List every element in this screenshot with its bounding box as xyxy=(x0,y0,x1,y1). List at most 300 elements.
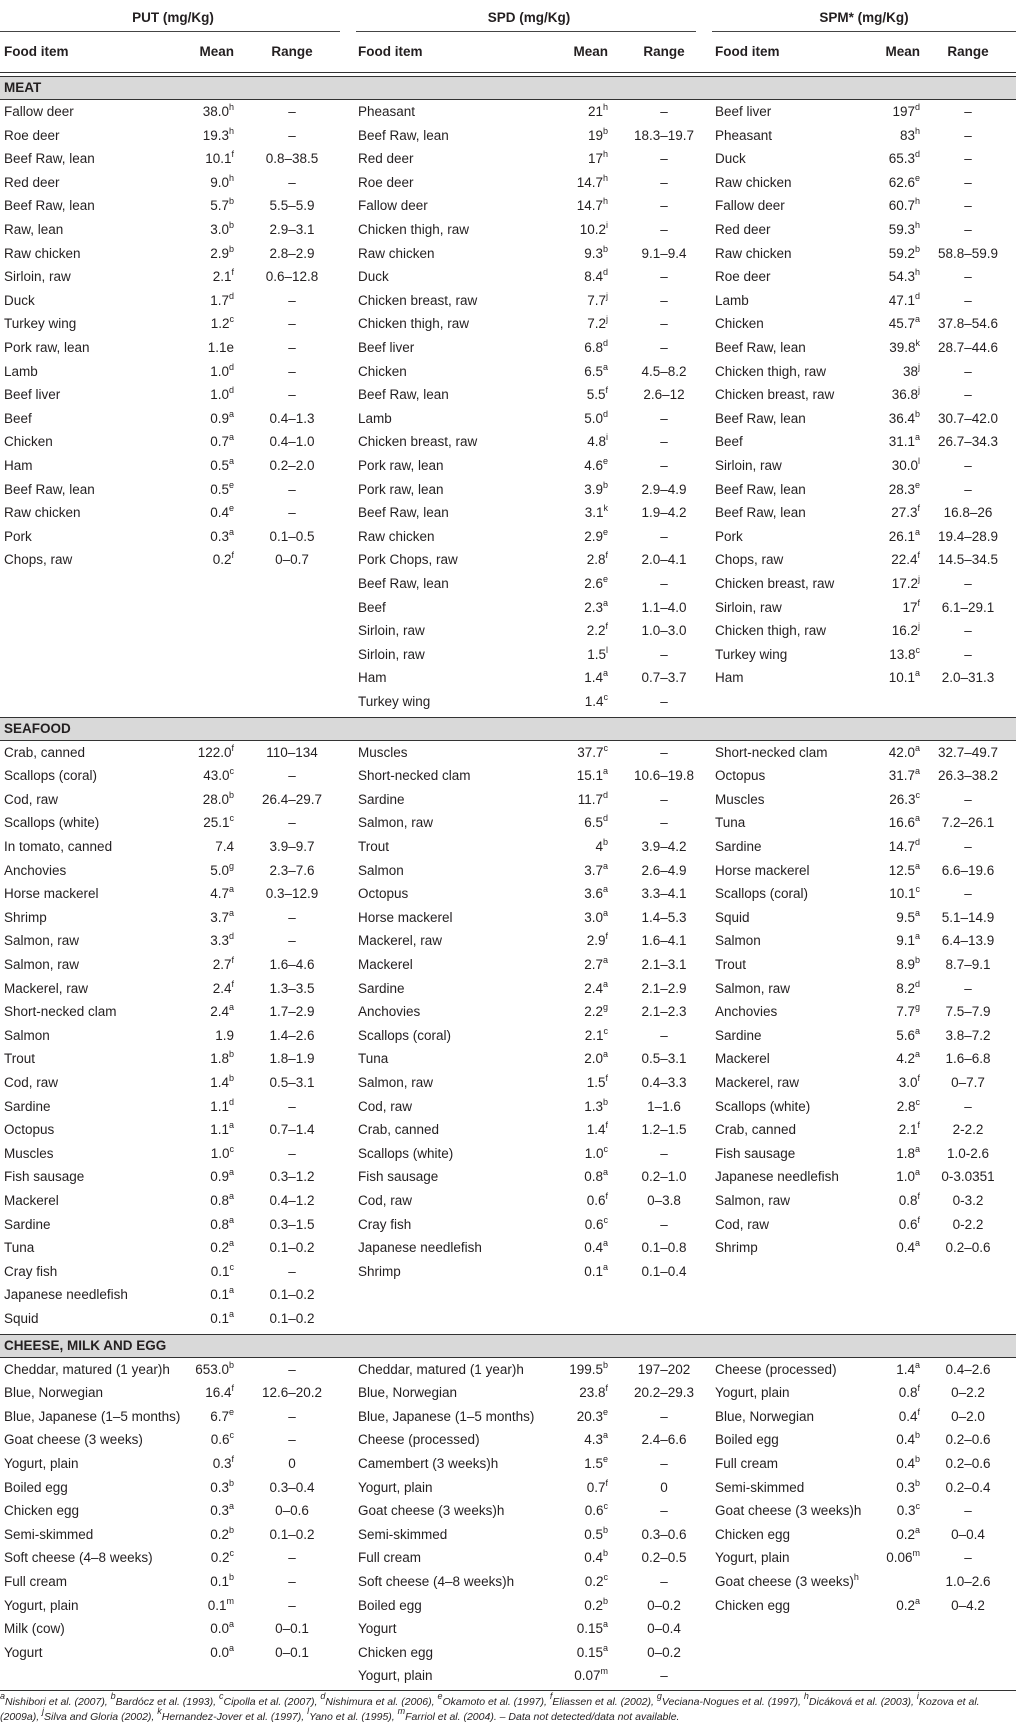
superscript-ref: a xyxy=(914,742,920,753)
spd-mean-value xyxy=(528,242,608,266)
put-mean-value xyxy=(170,906,234,930)
spd-range-value: – xyxy=(660,1574,668,1589)
superscript-ref: e xyxy=(602,456,608,466)
superscript-ref: a xyxy=(914,668,920,679)
spm-food-item: Yogurt, plain xyxy=(715,1550,790,1566)
mean-number: 1.0 xyxy=(896,1169,915,1185)
spm-range-value: – xyxy=(964,151,972,167)
spm-mean-value xyxy=(852,147,920,171)
mean-number: 0.9 xyxy=(210,1169,229,1185)
spm-col-range-header: Range xyxy=(947,44,989,59)
put-mean-value xyxy=(170,1570,234,1594)
superscript-ref: d xyxy=(228,361,234,372)
superscript-ref: f xyxy=(917,1120,920,1131)
superscript-ref: a xyxy=(228,1191,234,1201)
footnote-reference: – Data not detected/data not available. xyxy=(499,1711,680,1723)
mean-number: 13.8 xyxy=(889,646,916,662)
spm-mean-value xyxy=(852,383,920,407)
mean-number: 2.0 xyxy=(584,1051,603,1067)
spm-range-value: 30.7–42.0 xyxy=(937,410,999,426)
spd-range-value: 2.6–4.9 xyxy=(641,862,687,878)
spm-range-value: 16.8–26 xyxy=(943,505,993,521)
superscript-ref: a xyxy=(914,1524,920,1535)
superscript-ref: c xyxy=(603,1143,608,1154)
put-food-item: Salmon xyxy=(4,1027,50,1043)
spm-mean-value xyxy=(852,596,920,620)
put-food-item: Turkey wing xyxy=(4,316,77,332)
put-mean-value xyxy=(170,336,234,360)
superscript-ref: f xyxy=(605,1477,608,1488)
spd-range-value: 3.9–4.2 xyxy=(641,839,687,854)
put-range-value: 2.9–3.1 xyxy=(269,222,315,237)
mean-number: 4.2 xyxy=(896,1051,915,1067)
table-row xyxy=(0,1499,1016,1523)
superscript-ref: b xyxy=(914,1454,920,1464)
put-col-range-header: Range xyxy=(271,44,313,59)
superscript-ref: a xyxy=(914,1359,920,1370)
put-food-item: Short-necked clam xyxy=(4,1004,117,1020)
superscript-ref: d xyxy=(602,789,608,800)
superscript-ref: b xyxy=(914,1477,920,1488)
superscript-ref: a xyxy=(914,314,920,325)
mean-number: 7.7 xyxy=(896,1004,915,1020)
spd-range-value: – xyxy=(660,744,668,760)
table-row xyxy=(0,1428,1016,1452)
superscript-ref: a xyxy=(228,1120,234,1131)
spm-food-item: Blue, Norwegian xyxy=(715,1408,815,1424)
mean-number: 30.0 xyxy=(891,458,918,473)
put-mean-value xyxy=(170,1476,234,1500)
spm-food-item: Salmon, raw xyxy=(715,1193,791,1208)
spd-range-value: 1.0–3.0 xyxy=(641,623,687,639)
spm-mean-value xyxy=(852,929,920,953)
table-row xyxy=(0,690,1016,714)
table-row xyxy=(0,478,1016,502)
mean-number: 0.3 xyxy=(896,1479,915,1495)
spm-mean-value xyxy=(852,1095,920,1119)
spm-range-value: 0.4–2.6 xyxy=(945,1361,991,1377)
superscript-ref: a xyxy=(228,1619,234,1630)
spd-mean-value xyxy=(528,1523,608,1547)
spm-mean-value xyxy=(852,478,920,502)
put-mean-value xyxy=(170,383,234,407)
superscript-ref: f xyxy=(917,1214,920,1225)
spd-mean-value xyxy=(528,360,608,384)
spd-range-value: – xyxy=(660,410,668,426)
spm-range-value: – xyxy=(964,363,972,379)
table-row xyxy=(0,1283,1016,1307)
mean-number: 38 xyxy=(902,363,918,379)
spm-mean-value xyxy=(852,1165,920,1189)
superscript-ref: e xyxy=(228,1406,234,1417)
spd-range-value: – xyxy=(660,222,668,237)
spm-range-value: – xyxy=(964,980,972,996)
superscript-ref: a xyxy=(228,456,234,466)
mean-number: 1.8 xyxy=(896,1145,915,1161)
mean-number: 62.6 xyxy=(888,174,915,190)
table-row xyxy=(0,1024,1016,1048)
spd-range-value: – xyxy=(660,316,668,332)
mean-number: 83 xyxy=(899,127,915,143)
spd-mean-value xyxy=(528,1189,608,1213)
spd-range-value: 2.1–2.3 xyxy=(641,1004,687,1020)
spd-food-item: Beef Raw, lean xyxy=(358,127,449,143)
put-mean-value xyxy=(170,1499,234,1523)
spd-food-item: Beef Raw, lean xyxy=(358,505,449,521)
put-range-value: 0 xyxy=(288,1456,296,1471)
spd-food-item: Trout xyxy=(358,839,390,854)
spm-food-item: Fish sausage xyxy=(715,1145,796,1161)
spd-mean-value xyxy=(528,619,608,643)
spd-food-item: Chicken xyxy=(358,363,407,379)
put-range-value: – xyxy=(288,340,296,355)
mean-number: 0.8 xyxy=(898,1193,918,1208)
superscript-ref: h xyxy=(914,220,920,230)
spd-food-item: Crab, canned xyxy=(358,1122,440,1138)
table-row xyxy=(0,596,1016,620)
mean-number: 25.1 xyxy=(203,815,230,831)
spd-range-value: – xyxy=(660,1216,668,1232)
superscript-ref: h xyxy=(602,196,608,207)
superscript-ref: c xyxy=(915,644,920,655)
mean-number: 5.6 xyxy=(896,1027,915,1043)
spd-range-value: 0–0.4 xyxy=(647,1621,681,1637)
mean-number: 16.6 xyxy=(888,815,915,831)
spd-mean-value xyxy=(528,383,608,407)
superscript-ref: e xyxy=(602,574,608,584)
spm-food-item: Roe deer xyxy=(715,269,771,285)
superscript-ref: b xyxy=(228,1359,234,1370)
superscript-ref: f xyxy=(605,550,608,561)
spm-food-item: Chicken egg xyxy=(715,1526,791,1542)
spm-mean-value xyxy=(852,1381,920,1405)
table-row xyxy=(0,859,1016,883)
table-row xyxy=(0,194,1016,218)
mean-number: 54.3 xyxy=(888,269,915,285)
spd-mean-value xyxy=(528,882,608,906)
put-mean-value xyxy=(170,1213,234,1237)
spm-mean-value xyxy=(852,1118,920,1142)
mean-number: 0.2 xyxy=(584,1597,603,1613)
spm-food-item: Mackerel, raw xyxy=(715,1075,800,1090)
superscript-ref: a xyxy=(602,1238,608,1249)
spd-food-item: Raw chicken xyxy=(358,245,435,261)
spm-food-item: Turkey wing xyxy=(715,646,788,662)
superscript-ref: a xyxy=(602,955,608,965)
put-mean-value xyxy=(170,1283,234,1307)
spd-range-value: – xyxy=(660,694,668,709)
spd-food-item: Tuna xyxy=(358,1051,389,1067)
put-food-item: Cod, raw xyxy=(4,791,59,807)
spd-col-range-header: Range xyxy=(643,44,685,59)
spm-food-item: Ham xyxy=(715,670,744,686)
spm-range-value: – xyxy=(964,791,972,807)
put-mean-value xyxy=(170,1617,234,1641)
spd-food-item: Yogurt, plain xyxy=(358,1479,433,1495)
spm-mean-value xyxy=(852,218,920,242)
footnote-reference: Dicáková et al. (2003), xyxy=(808,1696,917,1708)
put-mean-value xyxy=(170,1047,234,1071)
put-food-item: Beef xyxy=(4,410,32,426)
superscript-ref: a xyxy=(914,1167,920,1178)
put-range-value: – xyxy=(288,363,296,379)
spd-food-item: Semi-skimmed xyxy=(358,1526,448,1542)
mean-number: 0.7 xyxy=(586,1479,606,1495)
put-mean-value xyxy=(170,218,234,242)
spm-food-item: Sardine xyxy=(715,1027,762,1043)
group-header-put-label: PUT (mg/Kg) xyxy=(132,10,214,25)
spm-mean-value xyxy=(852,124,920,148)
spd-food-item: Blue, Japanese (1–5 months) xyxy=(358,1408,535,1424)
spd-mean-value xyxy=(528,1071,608,1095)
mean-number: 8.2 xyxy=(896,980,915,996)
spm-food-item: Cheese (processed) xyxy=(715,1361,837,1377)
spd-mean-value xyxy=(528,1024,608,1048)
mean-number: 0.2 xyxy=(896,1597,915,1613)
spd-food-item: Salmon, raw xyxy=(358,1075,434,1090)
superscript-ref: e xyxy=(602,1454,608,1464)
spm-mean-value xyxy=(852,619,920,643)
spm-food-item: Crab, canned xyxy=(715,1122,797,1138)
spd-mean-value xyxy=(528,1617,608,1641)
superscript-ref: b xyxy=(602,837,608,847)
spd-mean-value xyxy=(528,811,608,835)
put-range-value: 1.4–2.6 xyxy=(269,1027,315,1043)
superscript-ref: c xyxy=(229,1548,234,1559)
spm-food-item: Japanese needlefish xyxy=(715,1169,839,1185)
spm-mean-value xyxy=(852,859,920,883)
put-range-value: – xyxy=(288,1574,296,1589)
spm-range-value: 0.2–0.6 xyxy=(945,1456,991,1471)
mean-number: 0.5 xyxy=(210,458,229,473)
spd-mean-value xyxy=(528,666,608,690)
put-range-value: – xyxy=(288,481,296,497)
put-range-value: 26.4–29.7 xyxy=(261,791,323,807)
spm-food-item: Pork xyxy=(715,528,743,544)
mean-number: 2.7 xyxy=(212,957,232,972)
mean-number: 1.0 xyxy=(210,363,229,379)
spm-mean-value xyxy=(852,1071,920,1095)
put-range-value: 0.3–1.2 xyxy=(269,1169,315,1185)
superscript-ref: f xyxy=(605,1383,608,1394)
mean-number: 0.4 xyxy=(898,1408,918,1424)
spm-food-item: Mackerel xyxy=(715,1051,770,1067)
mean-number: 45.7 xyxy=(888,316,915,332)
put-mean-value xyxy=(170,1165,234,1189)
put-food-item: Milk (cow) xyxy=(4,1621,65,1637)
table-row xyxy=(0,811,1016,835)
spm-range-value: 0–0.4 xyxy=(951,1526,985,1542)
put-food-item: Blue, Japanese (1–5 months) xyxy=(4,1408,181,1424)
mean-number: 9.3 xyxy=(584,245,603,261)
mean-number: 31.7 xyxy=(888,768,915,784)
put-food-item: Scallops (coral) xyxy=(4,768,98,784)
spd-range-value: 0.7–3.7 xyxy=(641,670,687,686)
spd-range-value: 0.1–0.8 xyxy=(641,1240,687,1256)
table-row xyxy=(0,242,1016,266)
spm-mean-value xyxy=(852,1405,920,1429)
spm-range-value: – xyxy=(964,222,972,237)
put-food-item: Ham xyxy=(4,458,33,473)
mean-number: 1.0 xyxy=(210,387,229,403)
spm-range-value: – xyxy=(964,576,972,591)
put-range-value: 0–0.6 xyxy=(275,1503,309,1519)
spd-range-value: 2.0–4.1 xyxy=(641,552,687,568)
spd-range-value: – xyxy=(660,174,668,190)
spd-range-value: – xyxy=(660,815,668,831)
superscript-ref: a xyxy=(228,907,234,918)
mean-number: 7.4 xyxy=(215,839,234,854)
superscript-ref: k xyxy=(603,503,608,514)
mean-number: 0.1 xyxy=(207,1597,227,1613)
put-range-value: 0–0.1 xyxy=(275,1644,309,1660)
put-range-value: 0.4–1.2 xyxy=(269,1193,315,1208)
put-mean-value xyxy=(170,764,234,788)
mean-number: 9.1 xyxy=(896,933,915,949)
spm-range-value: 7.2–26.1 xyxy=(941,815,995,831)
superscript-ref: b xyxy=(228,789,234,800)
spd-mean-value xyxy=(528,1428,608,1452)
mean-number: 1.1 xyxy=(210,1122,229,1138)
spd-food-item: Chicken thigh, raw xyxy=(358,222,470,237)
spd-range-value: 0–0.2 xyxy=(647,1644,681,1660)
put-mean-value xyxy=(170,882,234,906)
mean-number: 28.3 xyxy=(888,481,915,497)
put-mean-value xyxy=(170,1118,234,1142)
footnote-marker: k xyxy=(157,1706,162,1716)
spm-food-item: Chicken egg xyxy=(715,1597,791,1613)
superscript-ref: c xyxy=(229,1430,234,1441)
put-mean-value xyxy=(170,1307,234,1331)
spd-food-item: Cheese (processed) xyxy=(358,1432,480,1448)
superscript-ref: f xyxy=(231,1454,234,1464)
superscript-ref: a xyxy=(914,432,920,443)
superscript-ref: h xyxy=(914,196,920,207)
superscript-ref: m xyxy=(226,1595,234,1606)
spd-range-value: 2.9–4.9 xyxy=(641,481,687,497)
spd-food-item: Yogurt xyxy=(358,1621,397,1637)
put-food-item: Cray fish xyxy=(4,1263,58,1279)
superscript-ref: b xyxy=(602,1548,608,1559)
table-row xyxy=(0,1594,1016,1618)
spd-mean-value xyxy=(528,643,608,667)
superscript-ref: j xyxy=(918,385,920,396)
put-mean-value xyxy=(170,430,234,454)
spd-mean-value xyxy=(528,1236,608,1260)
table-row xyxy=(0,1476,1016,1500)
put-food-item: Goat cheese (3 weeks) xyxy=(4,1432,143,1448)
spm-range-value: – xyxy=(964,269,972,285)
mean-number: 1.5 xyxy=(586,1075,606,1090)
table-bottom-rule xyxy=(0,1690,1016,1691)
mean-number: 26.3 xyxy=(889,791,916,807)
spm-range-value: 37.8–54.6 xyxy=(937,316,999,332)
superscript-ref: g xyxy=(602,1002,608,1013)
spm-mean-value xyxy=(852,882,920,906)
put-food-item: Muscles xyxy=(4,1145,54,1161)
spd-food-item: Beef Raw, lean xyxy=(358,576,449,591)
spd-food-item: Chicken egg xyxy=(358,1644,434,1660)
spd-range-value: 2.6–12 xyxy=(643,387,685,403)
mean-number: 0.1 xyxy=(210,1263,230,1279)
put-range-value: – xyxy=(288,292,296,308)
mean-number: 2.2 xyxy=(586,623,606,639)
spm-range-value: 19.4–28.9 xyxy=(937,528,999,544)
spd-range-value: – xyxy=(660,198,668,214)
spd-food-item: Scallops (coral) xyxy=(358,1027,452,1043)
put-range-value: 0.4–1.3 xyxy=(269,410,315,426)
spd-mean-value xyxy=(528,1358,608,1382)
spd-food-item: Pork raw, lean xyxy=(358,458,444,473)
spm-mean-value xyxy=(852,1142,920,1166)
table-row xyxy=(0,383,1016,407)
put-food-item: Fish sausage xyxy=(4,1169,85,1185)
table-row xyxy=(0,643,1016,667)
spd-mean-value xyxy=(528,929,608,953)
spm-mean-value xyxy=(852,572,920,596)
spd-food-item: Octopus xyxy=(358,886,409,902)
spm-mean-value xyxy=(852,741,920,765)
put-mean-value xyxy=(170,741,234,765)
mean-number: 4.3 xyxy=(584,1432,603,1448)
superscript-ref: c xyxy=(603,1214,608,1225)
footnote-reference: Nishimura et al. (2006), xyxy=(325,1696,438,1708)
table-row xyxy=(0,1189,1016,1213)
spm-range-value: – xyxy=(964,1550,972,1566)
put-range-value: – xyxy=(288,1263,296,1279)
spd-range-value: 4.5–8.2 xyxy=(641,363,687,379)
spd-mean-value xyxy=(528,1405,608,1429)
table-row xyxy=(0,265,1016,289)
mean-number: 1.8 xyxy=(210,1051,229,1067)
spd-range-value: 18.3–19.7 xyxy=(633,127,695,143)
superscript-ref: a xyxy=(228,1642,234,1653)
mean-number: 0.2 xyxy=(212,552,232,568)
superscript-ref: c xyxy=(229,1261,234,1272)
put-mean-value xyxy=(170,1594,234,1618)
put-mean-value xyxy=(170,859,234,883)
superscript-ref: g xyxy=(914,1002,920,1013)
put-range-value: 1.6–4.6 xyxy=(269,957,315,972)
spd-food-item: Beef liver xyxy=(358,340,415,355)
spd-col-mean-header: Mean xyxy=(573,44,608,59)
spm-food-item: Scallops (coral) xyxy=(715,886,809,902)
superscript-ref: b xyxy=(602,1595,608,1606)
put-range-value: – xyxy=(288,815,296,831)
spm-food-item: Muscles xyxy=(715,791,765,807)
table-row xyxy=(0,1452,1016,1476)
spd-food-item: Sirloin, raw xyxy=(358,646,425,662)
put-mean-value xyxy=(170,1236,234,1260)
superscript-ref: b xyxy=(914,955,920,965)
mean-number: 10.1 xyxy=(888,670,915,686)
spm-mean-value xyxy=(852,242,920,266)
spd-food-item: Blue, Norwegian xyxy=(358,1385,458,1401)
section-header: CHEESE, MILK AND EGG xyxy=(0,1334,1016,1358)
put-food-item: Beef Raw, lean xyxy=(4,151,95,167)
put-mean-value xyxy=(170,1428,234,1452)
spm-range-value: 28.7–44.6 xyxy=(937,340,999,355)
table-row xyxy=(0,171,1016,195)
superscript-ref: b xyxy=(602,1524,608,1535)
spd-food-item: Scallops (white) xyxy=(358,1145,454,1161)
table-row xyxy=(0,1118,1016,1142)
spd-mean-value xyxy=(528,218,608,242)
table-row xyxy=(0,1405,1016,1429)
superscript-ref: b xyxy=(228,1477,234,1488)
mean-number: 12.5 xyxy=(888,862,915,878)
put-range-value: – xyxy=(288,104,296,119)
